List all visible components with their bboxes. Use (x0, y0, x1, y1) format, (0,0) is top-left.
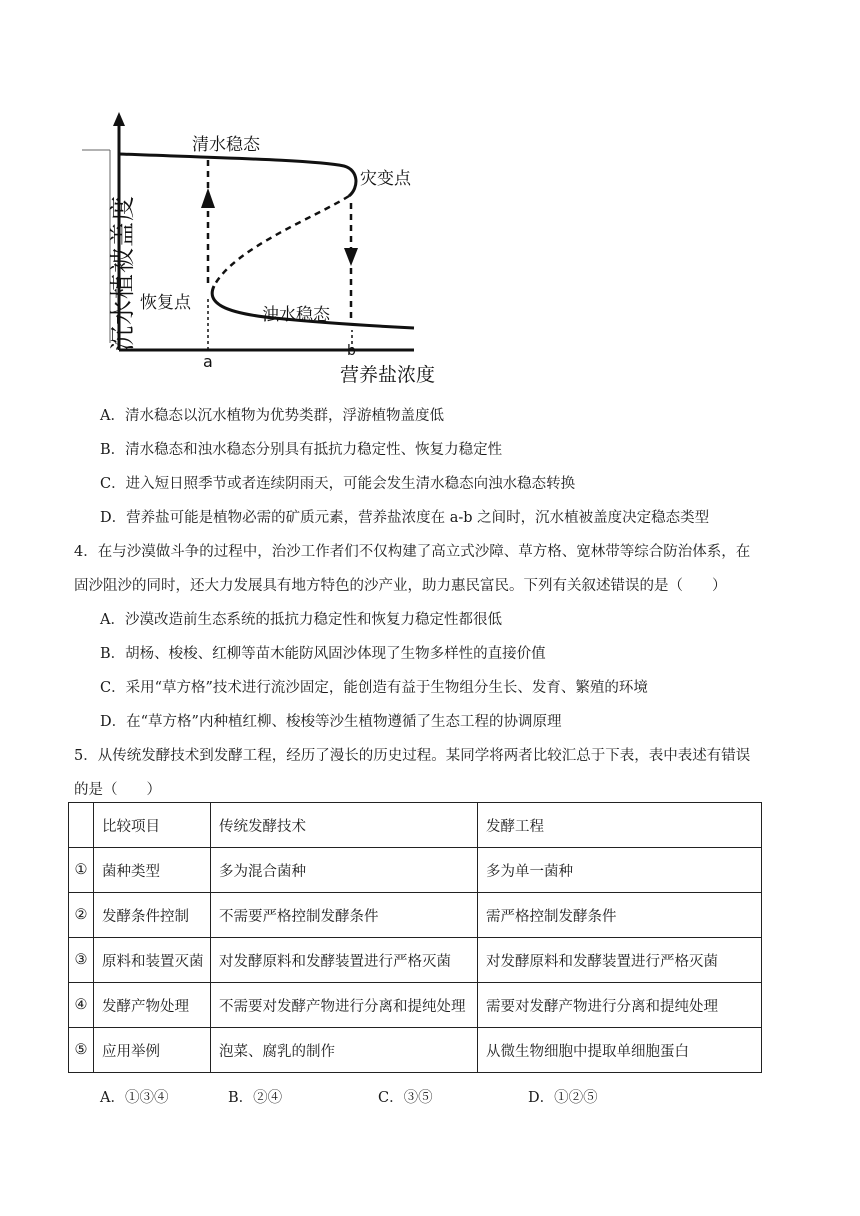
table-cell: ③ (69, 938, 94, 983)
table-cell: 不需要严格控制发酵条件 (211, 893, 478, 938)
table-cell: ① (69, 848, 94, 893)
q5-answer-b: B．②④ (228, 1090, 283, 1106)
table-row (69, 983, 762, 1028)
table-header-cell: 比较项目 (94, 803, 211, 848)
table-header-row (69, 803, 762, 848)
table-cell: 多为单一菌种 (478, 848, 762, 893)
q4-option-d: D．在“草方格”内种植红柳、梭梭等沙生植物遵循了生态工程的协调原理 (100, 714, 562, 730)
table-cell: 泡菜、腐乳的制作 (211, 1028, 478, 1073)
q4-stem-line2: 固沙阻沙的同时，还大力发展具有地方特色的沙产业，助力惠民富民。下列有关叙述错误的是（ ） (74, 578, 727, 594)
catastrophe-point-label: 灾变点 (360, 169, 411, 189)
table-row (69, 848, 762, 893)
clear-state-label: 清水稳态 (192, 135, 260, 155)
recovery-point-label: 恢复点 (140, 293, 191, 313)
q4-option-a: A．沙漠改造前生态系统的抵抗力稳定性和恢复力稳定性都很低 (100, 612, 502, 628)
q3-option-a: A．清水稳态以沉水植物为优势类群，浮游植物盖度低 (100, 408, 444, 424)
q3-option-d: D．营养盐可能是植物必需的矿质元素，营养盐浓度在 a-b 之间时，沉水植被盖度决定稳态类型 (100, 510, 710, 526)
q4-stem-line1: 4．在与沙漠做斗争的过程中，治沙工作者们不仅构建了高立式沙障、草方格、宽林带等综合防治体系，在 (74, 544, 751, 560)
table-row (69, 893, 762, 938)
q5-answer-c: C．③⑤ (378, 1090, 433, 1106)
comparison-table (68, 802, 762, 1073)
table-cell: 对发酵原料和发酵装置进行严格灭菌 (478, 938, 762, 983)
tick-a: a (203, 352, 213, 371)
q3-option-c: C．进入短日照季节或者连续阴雨天，可能会发生清水稳态向浊水稳态转换 (100, 476, 576, 492)
x-axis-label: 营养盐浓度 (340, 364, 436, 386)
unstable-curve (214, 196, 349, 286)
q5-stem-line2: 的是（ ） (74, 782, 161, 798)
table-cell: 发酵产物处理 (94, 983, 211, 1028)
table-header-cell: 发酵工程 (478, 803, 762, 848)
tick-b: b (347, 343, 356, 359)
q5-answer-a: A．①③④ (100, 1090, 169, 1106)
q3-option-b: B．清水稳态和浊水稳态分别具有抵抗力稳定性、恢复力稳定性 (100, 442, 503, 458)
table-cell: 多为混合菌种 (211, 848, 478, 893)
table-cell: ⑤ (69, 1028, 94, 1073)
table-cell: 发酵条件控制 (94, 893, 211, 938)
y-axis-arrow (113, 112, 125, 126)
q4-option-b: B．胡杨、梭梭、红柳等苗木能防风固沙体现了生物多样性的直接价值 (100, 646, 546, 662)
table-cell: 菌种类型 (94, 848, 211, 893)
y-axis-label: 沉水植被盖度 (108, 194, 137, 351)
table-cell: 对发酵原料和发酵装置进行严格灭菌 (211, 938, 478, 983)
q4-option-c: C．采用“草方格”技术进行流沙固定，能创造有益于生物组分生长、发育、繁殖的环境 (100, 680, 648, 696)
stability-diagram (74, 108, 474, 388)
table-cell: 原料和装置灭菌 (94, 938, 211, 983)
turbid-state-label: 浊水稳态 (262, 305, 330, 325)
table-header-cell: 传统发酵技术 (211, 803, 478, 848)
clear-state-curve (119, 154, 356, 196)
table-header-cell (69, 803, 94, 848)
q5-answer-d: D．①②⑤ (528, 1090, 598, 1106)
table-cell: 应用举例 (94, 1028, 211, 1073)
table-cell: 需严格控制发酵条件 (478, 893, 762, 938)
table-cell: 需要对发酵产物进行分离和提纯处理 (478, 983, 762, 1028)
table-cell: 不需要对发酵产物进行分离和提纯处理 (211, 983, 478, 1028)
table-row (69, 938, 762, 983)
table-cell: ② (69, 893, 94, 938)
table-cell: 从微生物细胞中提取单细胞蛋白 (478, 1028, 762, 1073)
table-cell: ④ (69, 983, 94, 1028)
q5-stem-line1: 5．从传统发酵技术到发酵工程，经历了漫长的历史过程。某同学将两者比较汇总于下表，表中表述有错误 (74, 748, 751, 764)
table-row (69, 1028, 762, 1073)
